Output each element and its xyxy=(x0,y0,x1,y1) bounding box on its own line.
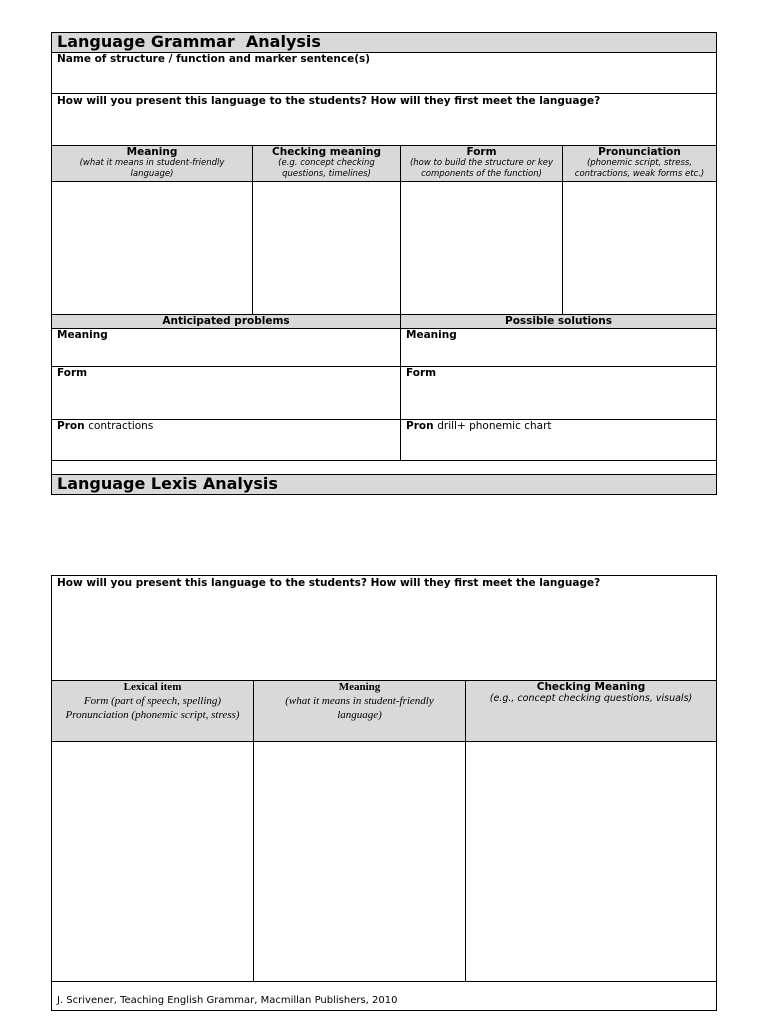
col-title: Lexical item xyxy=(123,681,182,693)
lexis-col-meaning-header xyxy=(254,681,466,742)
col-subtitle: (what it means in student-friendly language) xyxy=(285,695,434,721)
spacer-row xyxy=(52,461,716,475)
pron-label: Pron xyxy=(406,420,434,432)
grammar-pron-cell[interactable] xyxy=(563,182,716,315)
col-title: Form xyxy=(466,146,497,158)
lexis-title: Language Lexis Analysis xyxy=(52,475,716,494)
solutions-meaning-cell[interactable]: Meaning xyxy=(401,329,716,367)
col-title: Checking Meaning xyxy=(536,681,646,693)
col-subtitle: (e.g. concept checking questions, timelines) xyxy=(278,158,375,179)
col-title: Checking meaning xyxy=(272,146,381,158)
anticipated-problems-header: Anticipated problems xyxy=(52,315,401,329)
problems-pron-cell[interactable] xyxy=(52,420,401,461)
solutions-form-cell[interactable]: Form xyxy=(401,367,716,420)
col-title: Pronunciation xyxy=(598,146,681,158)
col-subtitle: (phonemic script, stress, contractions, weak forms etc.) xyxy=(574,158,705,179)
grammar-meaning-cell[interactable] xyxy=(52,182,253,315)
col-subtitle: (e.g., concept checking questions, visuals) xyxy=(489,693,693,704)
lexis-item-cell[interactable] xyxy=(52,742,254,982)
grammar-col-form-header xyxy=(401,146,563,182)
possible-solutions-header: Possible solutions xyxy=(401,315,716,329)
grammar-col-checking-header xyxy=(253,146,401,182)
lexis-present-question: How will you present this language to the students? How will they first meet the language? xyxy=(52,576,716,681)
grammar-col-meaning-header xyxy=(52,146,253,182)
pron-value: drill+ phonemic chart xyxy=(437,420,552,432)
structure-label: Name of structure / function and marker sentence(s) xyxy=(52,53,716,94)
col-subtitle: (how to build the structure or key components of the function) xyxy=(409,158,554,179)
pron-label: Pron xyxy=(57,420,85,432)
col-subtitle: (what it means in student-friendly language) xyxy=(79,158,225,179)
grammar-col-pron-header xyxy=(563,146,716,182)
col-title: Meaning xyxy=(126,146,178,158)
problems-meaning-cell[interactable]: Meaning xyxy=(52,329,401,367)
lexis-meaning-cell[interactable] xyxy=(254,742,466,982)
grammar-present-question: How will you present this language to the students? How will they first meet the language? xyxy=(52,94,716,146)
solutions-pron-cell[interactable] xyxy=(401,420,716,461)
grammar-checking-cell[interactable] xyxy=(253,182,401,315)
grammar-title: Language Grammar Analysis xyxy=(52,33,716,53)
lexis-col-item-header xyxy=(52,681,254,742)
citation: J. Scrivener, Teaching English Grammar, Macmillan Publishers, 2010 xyxy=(57,995,398,1006)
col-title: Meaning xyxy=(338,681,381,693)
lexis-col-checking-header xyxy=(466,681,716,742)
problems-form-cell[interactable]: Form xyxy=(52,367,401,420)
lexis-checking-cell[interactable] xyxy=(466,742,716,982)
grammar-form-cell[interactable] xyxy=(401,182,563,315)
col-subtitle: Form (part of speech, spelling) Pronunciation (phonemic script, stress) xyxy=(65,695,240,721)
pron-value: contractions xyxy=(88,420,154,432)
